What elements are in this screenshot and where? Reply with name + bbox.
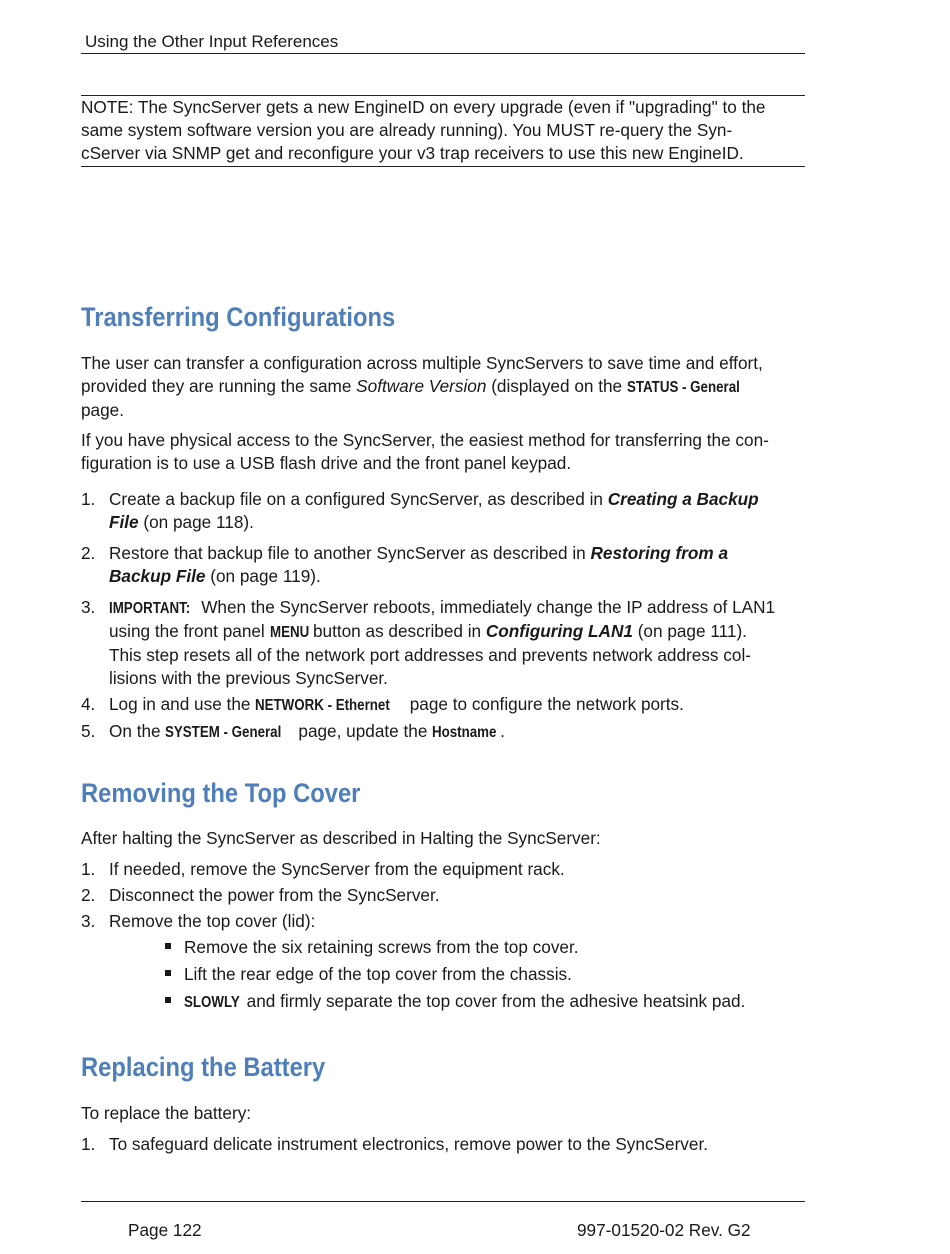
cross-reference-link[interactable]: Creating a Backup: [607, 489, 759, 509]
text: Create a backup file on a configured SyncServer, as described in: [109, 489, 608, 509]
section-heading-transferring: Transferring Configurations: [81, 302, 396, 332]
text: This step resets all of the network port addresses and prevents network address col-: [109, 645, 751, 665]
text: Restore that backup file to another SyncServer as described in: [109, 543, 591, 563]
cross-reference-link[interactable]: File: [109, 512, 139, 532]
removing-steps-list: [81, 858, 805, 1018]
note-line: cServer via SNMP get and reconfigure your v3 trap receivers to use this new EngineID.: [81, 143, 744, 163]
ui-reference: Hostname: [432, 724, 497, 741]
bullet-list: [109, 936, 805, 1014]
list-item: [81, 542, 805, 588]
text: (on page 119).: [205, 566, 321, 586]
list-item: [81, 858, 805, 881]
bullet-square-icon: [165, 943, 171, 949]
text: Lift the rear edge of the top cover from the chassis.: [184, 964, 572, 984]
bullet-square-icon: [165, 970, 171, 976]
text: page, update the: [293, 721, 433, 741]
list-number: 1.: [81, 489, 96, 509]
list-number: 2.: [81, 885, 96, 905]
text: .: [500, 721, 505, 741]
text: On the: [109, 721, 166, 741]
text: If needed, remove the SyncServer from the equipment rack.: [109, 859, 565, 879]
list-number: 1.: [81, 859, 96, 879]
bullet-item: [165, 936, 805, 959]
list-number: 1.: [81, 1134, 96, 1154]
list-item: [81, 596, 805, 690]
text: provided they are running the same: [81, 376, 357, 396]
note-line: same system software version you are already running). You MUST re-query the Syn-: [81, 120, 733, 140]
emphasis-text: Software Version: [356, 376, 487, 396]
list-number: 5.: [81, 721, 96, 741]
note-line: NOTE: The SyncServer gets a new EngineID on every upgrade (even if "upgrading" to the: [81, 97, 766, 117]
text: figuration is to use a USB flash drive and the front panel keypad.: [81, 453, 572, 473]
footer-divider: [81, 1201, 805, 1202]
list-number: 4.: [81, 694, 96, 714]
text: (on page 111).: [632, 621, 747, 641]
text: Log in and use the: [109, 694, 256, 714]
list-number: 3.: [81, 597, 96, 617]
section-heading-removing: Removing the Top Cover: [81, 778, 361, 808]
list-number: 3.: [81, 911, 96, 931]
cross-reference-link[interactable]: Configuring LAN1: [485, 621, 633, 641]
text: Remove the six retaining screws from the top cover.: [184, 937, 579, 957]
text: (on page 118).: [138, 512, 254, 532]
text: button as described in: [308, 621, 486, 641]
cross-reference-link[interactable]: Backup File: [109, 566, 206, 586]
text: page.: [81, 400, 125, 420]
list-item: [81, 720, 805, 744]
running-header: Using the Other Input References: [81, 31, 805, 54]
transfer-steps-list: [81, 488, 805, 747]
text: The user can transfer a configuration across multiple SyncServers to save time and effort,: [81, 353, 763, 373]
text: Remove the top cover (lid):: [109, 911, 316, 931]
list-item: [81, 884, 805, 907]
ui-reference: MENU: [269, 624, 309, 641]
important-label: IMPORTANT:: [109, 600, 191, 617]
paragraph-transfer-intro: [81, 352, 801, 422]
bullet-square-icon: [165, 997, 171, 1003]
paragraph-replacing-intro: To replace the battery:: [81, 1103, 252, 1123]
ui-reference: SLOWLY: [184, 994, 240, 1011]
list-item: [81, 488, 805, 534]
list-item: [81, 1133, 805, 1156]
text: If you have physical access to the SyncServer, the easiest method for transferring the con-: [81, 430, 769, 450]
ui-reference: SYSTEM - General: [165, 724, 282, 741]
replacing-steps-list: [81, 1133, 805, 1159]
section-heading-replacing: Replacing the Battery: [81, 1052, 326, 1082]
document-id: 997-01520-02 Rev. G2: [577, 1220, 751, 1240]
list-item: [81, 910, 805, 1014]
cross-reference-link[interactable]: Restoring from a: [590, 543, 729, 563]
text: (displayed on the: [486, 376, 627, 396]
bullet-item: [165, 990, 805, 1014]
page-number: Page 122: [128, 1220, 202, 1240]
text: lisions with the previous SyncServer.: [109, 668, 388, 688]
note-box: [81, 95, 805, 167]
paragraph-physical-access: [81, 429, 801, 475]
bullet-item: [165, 963, 805, 986]
list-item: [81, 693, 805, 717]
list-number: 2.: [81, 543, 96, 563]
text: and firmly separate the top cover from the adhesive heatsink pad.: [241, 991, 746, 1011]
text: page to configure the network ports.: [404, 694, 684, 714]
text: When the SyncServer reboots, immediately change the IP address of LAN1: [196, 597, 776, 617]
text: To safeguard delicate instrument electronics, remove power to the SyncServer.: [109, 1134, 708, 1154]
text: using the front panel: [109, 621, 270, 641]
ui-reference: STATUS - General: [626, 379, 740, 396]
ui-reference: NETWORK - Ethernet: [255, 697, 390, 714]
paragraph-removing-intro: After halting the SyncServer as described in Halting the SyncServer:: [81, 828, 601, 848]
text: Disconnect the power from the SyncServer.: [109, 885, 440, 905]
